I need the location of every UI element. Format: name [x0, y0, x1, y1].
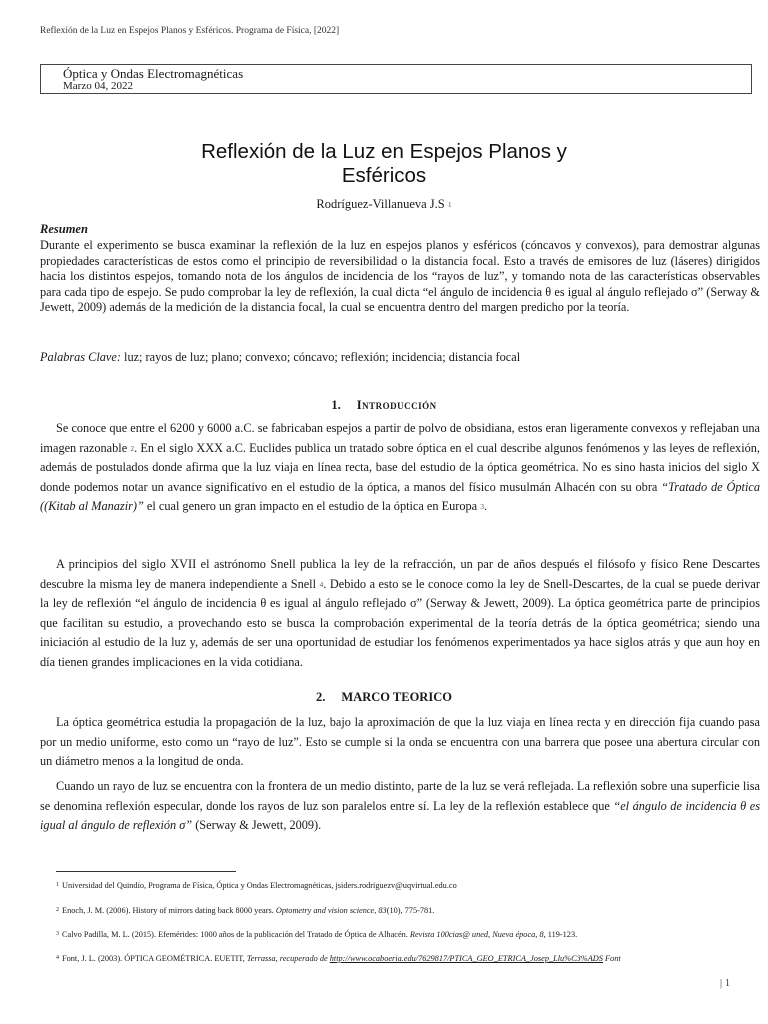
page-number-value: 1	[725, 978, 731, 989]
footnote-2	[56, 905, 756, 916]
section-1-title: Introducción	[356, 398, 437, 412]
theory-paragraph-2	[40, 777, 760, 836]
footnote-3-text-a: Calvo Padilla, M. L. (2015). Efemérides: 1000 años de la publicación del Tratado de Óptica de Alhacén.	[62, 930, 410, 939]
keywords-text: luz; rayos de luz; plano; convexo; cóncavo; reflexión; incidencia; distancia focal	[120, 350, 521, 364]
theory-p2-text-b: (Serway & Jewett, 2009).	[192, 818, 322, 833]
footnote-ref-4[interactable]: 4	[319, 579, 324, 589]
footnote-3-mark: 3	[56, 931, 59, 937]
page-number	[720, 978, 730, 989]
intro-p1-text-c: el cual genero un gran impacto en el estudio de la óptica en Europa	[143, 499, 481, 514]
footnote-2-journal: Optometry and vision science, 83	[275, 906, 387, 915]
paper-title-line-2: Esféricos	[341, 164, 427, 187]
page-number-bar: |	[720, 978, 723, 989]
course-box	[40, 64, 752, 94]
intro-p1-text-a: Se conoce que entre el 6200 y 6000 a.C. se fabricaban espejos a partir de polvo de obsidiana, estos eran ligeramente convexos y reflejaban una imagen razonable	[40, 421, 760, 455]
keywords-label: Palabras Clave:	[40, 350, 121, 364]
footnote-rule	[56, 871, 236, 872]
author-line	[0, 197, 768, 212]
reflection-law-quote: “el ángulo de incidencia θ es igual al ángulo de reflexión σ”	[40, 798, 761, 833]
footnote-ref-2[interactable]: 2	[130, 443, 135, 453]
footnote-4-url-link[interactable]: http://www.ocaboeria.edu/7629817/PTICA_GEO_ETRICA_Josep_Llu%C3%ADS	[329, 954, 603, 963]
footnote-4-text-c: Font	[602, 954, 621, 963]
footnote-2-mark: 2	[56, 907, 59, 913]
section-1-heading	[0, 398, 768, 413]
footnote-ref-3[interactable]: 3	[480, 502, 484, 512]
section-2-number: 2.	[316, 690, 326, 704]
section-2-heading	[0, 690, 768, 705]
intro-p2-text-a: A principios del siglo XVII el astrónomo Snell publica la ley de la refracción, un par de años después el filósofo y físico Rene Descartes descubre la misma ley de manera independiente a Snell	[40, 557, 760, 591]
footnote-4-text-a: Font, J. L. (2003). ÓPTICA GEOMÉTRICA. EUETIT,	[62, 954, 247, 963]
footnote-3	[56, 929, 756, 940]
footnote-2-text-b: (10), 775-781.	[386, 906, 435, 915]
footnote-1-text: Universidad del Quindío, Programa de Física, Óptica y Ondas Electromagnéticas, jsiders.rodriguezv@uqvirtual.edu.co	[62, 881, 457, 890]
course-date: Marzo 04, 2022	[63, 80, 133, 92]
intro-p1-text-d: .	[483, 499, 488, 514]
author-footnote-mark: 1	[447, 200, 452, 209]
intro-paragraph-2	[40, 555, 760, 673]
theory-p2-text-a: Cuando un rayo de luz se encuentra con la frontera de un medio distinto, parte de la luz se verá reflejada. La reflexión sobre una superficie lisa se denomina reflexión especular, donde los rayos de luz son paralelos entre sí. La ley de la reflexión establece que	[40, 779, 760, 813]
footnote-1-mark: 1	[56, 882, 59, 888]
intro-p1-text-b: . En el siglo XXX a.C. Euclides publica un tratado sobre óptica en el cual describe algunos fenómenos y las leyes de reflexión, además de postulados donde afirma que la luz viaja en línea recta, base del estudio de la óptica geométrica. No es sino hasta inicios del siglo X donde podemos notar un avance significativo en el estudio de la óptica, a manos del físico musulmán Alhacén con su obra	[40, 440, 760, 494]
author-name: Rodríguez-Villanueva J.S	[316, 197, 445, 211]
footnote-1	[56, 880, 756, 891]
section-2-title: MARCO TEORICO	[341, 690, 452, 704]
section-1-number: 1.	[331, 398, 341, 412]
course-name: Óptica y Ondas Electromagnéticas	[63, 66, 244, 81]
paper-title	[120, 140, 648, 188]
footnote-3-text-b: 119-123.	[545, 930, 578, 939]
intro-p2-text-b: . Debido a esto se le conoce como la ley de Snell-Descartes, de la cual se puede derivar la ley de reflexión “el ángulo de incidencia θ es igual al ángulo reflejado σ” (Serway & Jewett, 2009). La óptica geométrica parte de principios que facilitan su estudio, a provechando esto se busca la comprobación experimental de la teoría detrás de la óptica geométrica; siendo una iniciación al estudio de la luz y, además de ser una oportunidad de estudiar los fenómenos experimentados ya hace siglos atrás y que aun hoy en día tienen grandes implicaciones en la vida cotidiana.	[40, 576, 760, 669]
abstract-text: Durante el experimento se busca examinar la reflexión de la luz en espejos planos y esféricos (cóncavos y convexos), para demostrar algunas propiedades características de estos como el principio de reversibilidad o la distancia focal. Esto a través de emisores de luz (láseres) dirigidos hacia los distintos espejos, tomando nota de los ángulos de incidencia de los “rayos de luz”, y tomando nota de las características observables para cada tipo de espejo. Se pudo comprobar la ley de reflexión, la cual dicta “el ángulo de incidencia θ es igual al ángulo reflejado σ” (Serway & Jewett, 2009) además de la medición de la distancia focal, la cual se encuentra dentro del margen predicho por la teoría.	[40, 238, 760, 315]
footnote-2-text-a: Enoch, J. M. (2006). History of mirrors dating back 8000 years.	[62, 906, 276, 915]
abstract-heading: Resumen	[40, 222, 88, 236]
footnote-4	[56, 953, 756, 964]
theory-paragraph-1	[40, 713, 760, 772]
footnote-4-mark: 4	[56, 955, 59, 961]
intro-p1-work-title: “Tratado de Óptica ((Kitab al Manazir)”	[40, 479, 760, 514]
paper-title-line-1: Reflexión de la Luz en Espejos Planos y	[201, 140, 567, 163]
footnote-4-text-b: Terrassa, recuperado de	[246, 954, 330, 963]
theory-p1-text: La óptica geométrica estudia la propagación de la luz, bajo la aproximación de que la luz viaja en línea recta y en dirección fija cuando pasa por un medio uniforme, esto como un “rayo de luz”. Esto se cumple si la onda se encuentra con una barrera que posee una abertura circular con un diámetro menos a la longitud de onda.	[40, 715, 760, 769]
running-head: Reflexión de la Luz en Espejos Planos y Esféricos. Programa de Física, [2022]	[40, 26, 340, 36]
intro-paragraph-1	[40, 419, 760, 517]
footnote-3-journal: Revista 100cias@ uned, Nueva época, 8,	[409, 930, 546, 939]
keywords	[40, 350, 760, 366]
